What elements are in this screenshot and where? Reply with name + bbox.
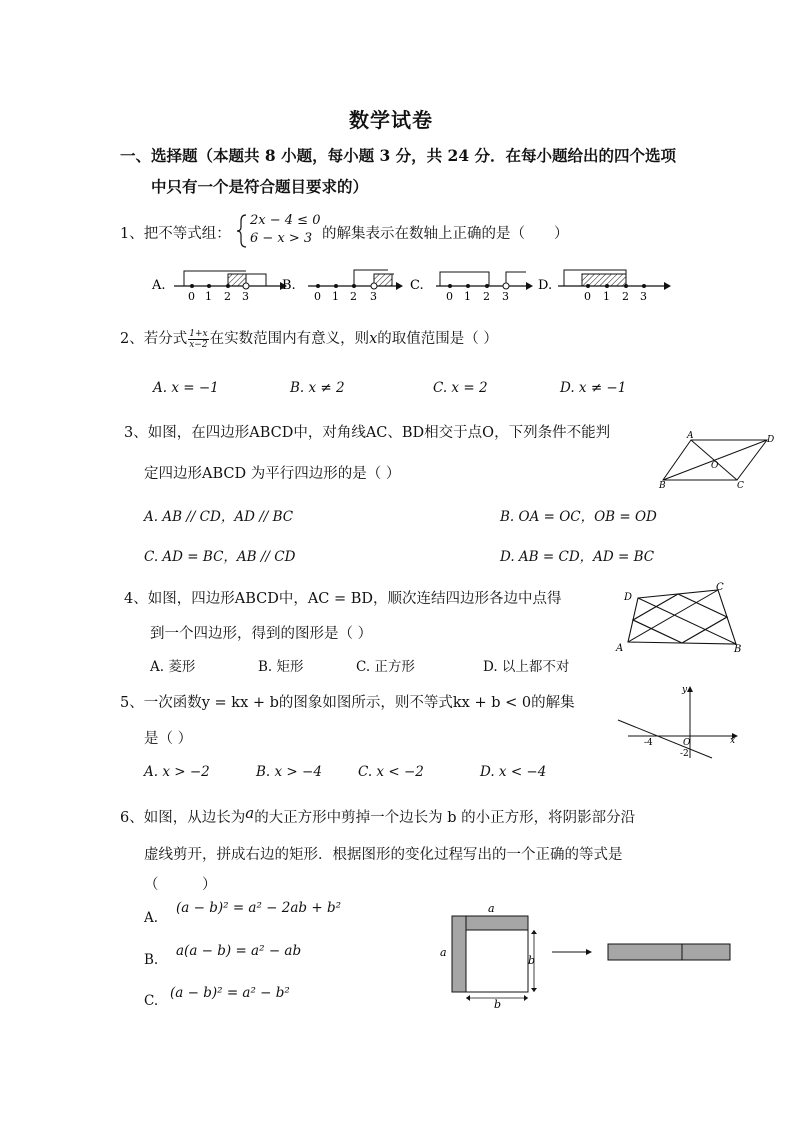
q5-line2: 是（ ） [144,731,193,747]
q3-option-d[interactable]: D. AB = CD，AD = BC [500,549,655,565]
svg-text:a: a [440,946,447,959]
q6-option-a-expr[interactable]: (a − b)² = a² − 2ab + b² [176,900,342,916]
q3-option-c[interactable]: C. AD = BC，AB // CD [144,549,296,565]
q1-number-lines [148,262,678,304]
q6-var-a: a [245,804,255,822]
option-c-label: C. [410,278,424,293]
brace-icon [236,213,248,249]
q6-option-b-label[interactable]: B. [144,952,159,968]
option-a-label: A. [152,278,166,293]
number-line-a [174,271,287,303]
section-heading-line1: 一、选择题（本题共 8 小题，每小题 3 分，共 24 分．在每小题给出的四个选项 [120,146,677,165]
q2-frac-den: x−2 [189,339,208,350]
q5-option-a[interactable]: A. x > −2 [144,764,210,780]
q2-option-a[interactable]: A. x = −1 [153,380,219,396]
q6-line1b: 的大正方形中剪掉一个边长为 b 的小正方形，将阴影部分沿 [254,810,636,826]
q6-option-c-expr[interactable]: (a − b)² = a² − b² [170,985,290,1001]
q6-line1a: 6、如图，从边长为 [120,810,246,826]
q1-ineq1: 2x − 4 ≤ 0 [250,213,321,228]
svg-text:3: 3 [370,290,377,303]
q5-figure [614,682,744,762]
option-b-label: B. [282,278,296,293]
svg-text:O: O [711,461,719,471]
svg-text:b: b [528,954,536,967]
q5-option-b[interactable]: B. x > −4 [256,764,322,780]
q6-line2: 虚线剪开，拼成右边的矩形．根据图形的变化过程写出的一个正确的等式是 [144,847,623,863]
q2-fraction [188,329,208,350]
option-d-label: D. [538,278,553,293]
svg-text:x: x [730,736,736,746]
svg-text:A: A [687,431,694,441]
q2-stem [120,327,498,350]
q3-figure [655,428,780,490]
q4-figure [612,580,752,654]
svg-text:0: 0 [584,290,591,303]
svg-text:1: 1 [332,290,339,303]
svg-text:1: 1 [205,290,212,303]
number-line-b [308,270,403,303]
q4-line1: 4、如图，四边形ABCD中，AC = BD，顺次连结四边形各边中点得 [124,591,562,607]
svg-text:B: B [734,644,742,654]
q1-inequality-system [236,213,322,249]
q2-frac-num: 1+x [189,328,208,339]
svg-text:0: 0 [188,290,195,303]
svg-text:D: D [624,592,633,603]
number-line-d [558,270,671,303]
q3-option-a[interactable]: A. AB // CD，AD // BC [144,509,294,525]
svg-text:O: O [683,738,691,748]
svg-text:2: 2 [350,290,357,303]
svg-text:0: 0 [314,290,321,303]
q3-line2: 定四边形ABCD 为平行四边形的是（ ） [144,466,401,482]
svg-text:b: b [494,998,502,1008]
q2-var: x [369,331,378,347]
svg-text:y: y [682,685,688,695]
svg-text:C: C [716,582,724,593]
svg-text:2: 2 [224,290,231,303]
q6-figure [436,900,736,1008]
q5-option-d[interactable]: D. x < −4 [480,764,547,780]
q2-option-d[interactable]: D. x ≠ −1 [560,380,627,396]
svg-text:A: A [616,643,624,654]
svg-text:-2: -2 [680,749,689,759]
svg-text:C: C [737,481,744,490]
svg-text:D: D [767,435,775,445]
q4-option-d[interactable]: D. 以上都不对 [483,659,570,675]
q6-line3: （ ） [144,877,217,893]
q1-ineq2: 6 − x > 3 [250,231,313,246]
q6-option-b-expr[interactable]: a(a − b) = a² − ab [176,943,302,959]
q6-line1 [120,806,635,827]
svg-text:B: B [659,481,666,490]
q5-line1: 5、一次函数y = kx + b的图象如图所示，则不等式kx + b < 0的解集 [120,695,575,711]
q2-option-c[interactable]: C. x = 2 [433,380,488,396]
q3-option-b[interactable]: B. OA = OC，OB = OD [500,509,657,525]
q1-prefix: 1、把不等式组： [120,226,231,242]
svg-text:2: 2 [483,290,490,303]
q2-prefix: 2、若分式 [120,331,188,347]
svg-text:1: 1 [603,290,610,303]
q1-suffix: 的解集表示在数轴上正确的是（ ） [322,226,569,242]
q2-suffix2: 的取值范围是（ ） [377,331,498,347]
q4-option-c[interactable]: C. 正方形 [356,659,415,675]
q4-option-a[interactable]: A. 菱形 [150,659,196,675]
svg-text:a: a [488,902,495,915]
svg-text:2: 2 [622,290,629,303]
page-title: 数学试卷 [349,108,433,132]
svg-text:-4: -4 [644,738,653,748]
q2-suffix: 在实数范围内有意义，则 [209,331,370,347]
q5-option-c[interactable]: C. x < −2 [358,764,424,780]
svg-text:3: 3 [640,290,647,303]
section-heading-line2: 中只有一个是符合题目要求的） [151,177,369,196]
q6-option-a-label[interactable]: A. [144,910,159,926]
q4-option-b[interactable]: B. 矩形 [258,659,304,675]
q6-option-c-label[interactable]: C. [144,993,159,1009]
q3-line1: 3、如图，在四边形ABCD中，对角线AC、BD相交于点O，下列条件不能判 [124,425,611,441]
svg-text:1: 1 [464,290,471,303]
svg-text:3: 3 [502,290,509,303]
number-line-c [436,272,533,303]
q4-line2: 到一个四边形，得到的图形是（ ） [150,626,373,642]
svg-text:3: 3 [242,290,249,303]
q2-option-b[interactable]: B. x ≠ 2 [290,380,345,396]
svg-text:0: 0 [446,290,453,303]
